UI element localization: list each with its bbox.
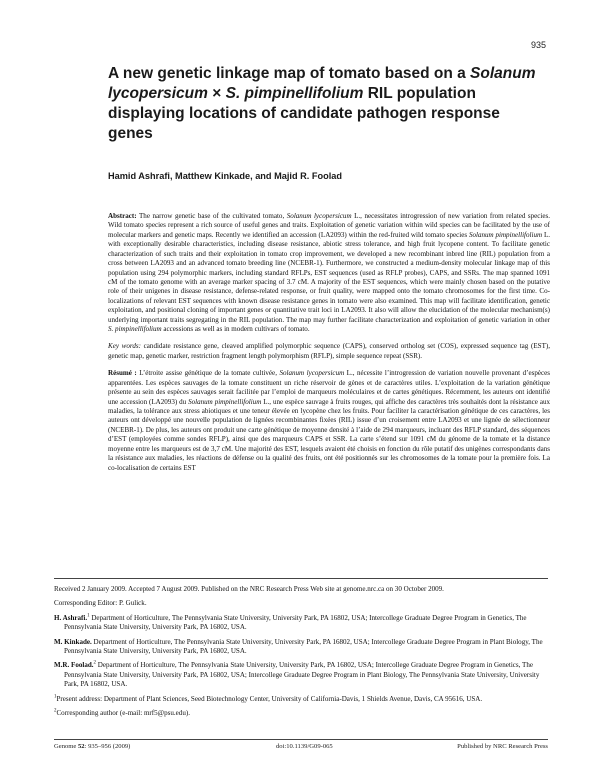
affiliation-author: M. Kinkade. <box>54 637 92 646</box>
resume-text: L., une espèce sauvage à fruits rouges, qui affiche des caractères très souhaités dont la résistance aux maladies, la tolérance aux stress abiotiques et une teneur élevée en lycopène chez les fruits. Pour faciliter la caractérisation génétique de ces caractères, les auteurs ont développé une nouvelle population de lignées recombinantes fixées (RIL) issue d’un croisement entre LA2093 et une lignée de sélectionneur (NCEBR-1). De plus, les auteurs ont produit une carte génétique de moyenne densité à l’aide de 294 marqueurs, incluant des RFLP standard, des séquences d’EST (employées comme sondes RFLP), ainsi que des marqueurs CAPS et SSR. La carte s’étend sur 1091 cM du génome de la tomate et la distance moyenne entre les marqueurs est de 3,7 cM. Une majorité des EST, lesquels avaient été choisis en fonction du rôle putatif des unigènes correspondants dans la résistance aux maladies, les réactions de défense ou la qualité des fruits, ont été positionnés sur les chromosomes de la tomate pour la première fois. La co-localisation de certains EST <box>108 397 551 472</box>
author-notes <box>54 695 548 719</box>
affiliations <box>54 614 548 690</box>
resume-label: Résumé : <box>108 369 137 378</box>
title-species-1: Solanum lycopersicum <box>108 65 536 102</box>
journal-name: Genome <box>54 743 77 750</box>
page-number: 935 <box>530 40 546 50</box>
received-dates: Received 2 January 2009. Accepted 7 August 2009. Published on the NRC Research Press Web site at genome.nrc.ca on 30 October 2009. <box>54 585 444 593</box>
resume-text: L., nécessite l’introgression de variation nouvelle provenant d’espèces apparentées. Les espèces sauvages de la tomate constituent un riche réservoir de gènes et de caractères utiles. L’exploitation de la variation génétique présente au sein des espèces sauvages serait facilitée par l’emploi de marqueurs moléculaires et de cartes génétiques. Récemment, les auteurs ont identifié une accession (LA2093) du <box>108 369 550 406</box>
publisher: Published by NRC Research Press <box>457 743 548 750</box>
abstract-species: S. pimpinellifolium <box>108 325 162 334</box>
frontmatter-divider <box>54 578 548 579</box>
abstract-text: L. with exceptionally desirable characteristics, including disease resistance, abiotic stress tolerance, and high fruit lycopene content. To facilitate genetic characterization of such traits and their exploitation in tomato crop improvement, we developed a new recombinant inbred line (RIL) population from a cross between LA2093 and an advanced tomato breeding line (NCEBR-1). Furthermore, we constructed a medium-density molecular linkage map of this population using 294 polymorphic markers, including standard RFLPs, EST sequences (used as RFLP probes), CAPS, and SSRs. The map spanned 1091 cM of the tomato genome with an average marker spacing of 3.7 cM. A majority of the EST sequences, which were mainly chosen based on the putative role of their unigenes in disease resistance, defense-related response, or fruit quality, were mapped onto the tomato chromosomes for the first time. Co-localizations of relevant EST sequences with known disease resistance genes in tomato were also examined. This map will facilitate identification, genetic exploitation, and positional cloning of important genes or quantitative trait loci in LA2093. It also will allow the elucidation of the molecular mechanism(s) underlying important traits segregating in the RIL population. The map may further facilitate characterization and exploitation of genetic variation in other <box>108 230 551 324</box>
doi: doi:10.1139/G09-065 <box>276 743 333 750</box>
page-footer <box>54 743 548 755</box>
title-species-2: S. pimpinellifolium <box>225 85 364 102</box>
note-marker: 2 <box>54 708 57 714</box>
affiliation-item <box>54 614 548 633</box>
note-text: Present address: Department of Plant Sciences, Seed Biotechnology Center, University of California-Davis, 1 Shields Avenue, Davis, CA 95616, USA. <box>56 694 483 703</box>
resume-species: Solanum lycopersicum <box>279 369 345 378</box>
abstract-text: The narrow genetic base of the cultivated tomato, <box>136 212 287 220</box>
resume-text: L’étroite assise génétique de la tomate cultivée, <box>136 369 280 378</box>
author-note <box>54 709 548 718</box>
abstract-text: accessions as well as in modern cultivars of tomato. <box>161 325 310 334</box>
title-cross-symbol: × <box>207 85 226 102</box>
abstract-text: L., necessitates introgression of new variation from related species. Wild tomato species represent a rich source of useful genes and traits. Exploitation of genetic variation within wild species can be facilitated by the use of molecular markers and genetic maps. Recently we identified an accession (LA2093) within the red-fruited wild tomato species <box>108 212 551 239</box>
note-marker: 1 <box>54 694 57 700</box>
affiliation-marker: 2 <box>93 661 97 667</box>
abstract <box>108 212 550 334</box>
article-title <box>108 64 548 144</box>
keywords <box>108 342 550 361</box>
journal-volume: 52 <box>78 743 85 750</box>
affiliation-text: Department of Horticulture, The Pennsylvania State University, University Park, PA 16802, USA; Intercollege Graduate Degree Program in Genetics, The Pennsylvania State University, University Park, PA 16802, USA; Intercollege Graduate Degree Program in Plant Biology, The Pennsylvania State University, University Park, PA 16802, USA. <box>64 661 540 689</box>
affiliation-marker: 1 <box>87 613 90 619</box>
affiliation-item <box>54 661 548 689</box>
affiliation-author: M.R. Foolad. <box>54 661 94 670</box>
abstract-block <box>108 212 550 481</box>
affiliation-author: H. Ashrafi. <box>54 613 88 622</box>
journal-citation <box>54 743 130 750</box>
abstract-species: Solanum pimpinellifolium <box>468 230 543 239</box>
journal-pages: : 935–956 (2009) <box>84 743 131 750</box>
note-text: Corresponding author (e-mail: mrf5@psu.edu). <box>56 709 190 718</box>
title-part-2: RIL population displaying locations of candidate pathogen response genes <box>108 85 500 142</box>
affiliation-item <box>54 638 548 657</box>
resume-species: Solanum pimpinellifolium <box>188 397 262 406</box>
article-frontmatter <box>54 585 548 723</box>
affiliation-text: Department of Horticulture, The Pennsylvania State University, University Park, PA 16802, USA; Intercollege Graduate Degree Program in Plant Biology, The Pennsylvania State University, University Park, PA 16802, USA. <box>64 637 543 656</box>
affiliation-text: Department of Horticulture, The Pennsylvania State University, University Park, PA 16802, USA; Intercollege Graduate Degree Program in Genetics, The Pennsylvania State University, University Park, PA 16802, USA. <box>64 613 527 632</box>
author-note <box>54 695 548 704</box>
footer-divider <box>54 739 548 740</box>
abstract-label: Abstract: <box>108 212 137 220</box>
resume <box>108 369 550 473</box>
author-list: Hamid Ashrafi, Matthew Kinkade, and Majid R. Foolad <box>108 171 342 181</box>
keywords-text: candidate resistance gene, cleaved amplified polymorphic sequence (CAPS), conserved ortholog set (COS), expressed sequence tag (EST), genetic map, genetic marker, restriction fragment length polymorphism (RFLP), simple sequence repeat (SSR). <box>108 342 550 360</box>
title-part-1: A new genetic linkage map of tomato based on a <box>108 65 471 82</box>
abstract-species: Solanum lycopersicum <box>286 212 352 220</box>
keywords-label: Key words: <box>108 342 141 351</box>
corresponding-editor: Corresponding Editor: P. Gulick. <box>54 599 147 608</box>
